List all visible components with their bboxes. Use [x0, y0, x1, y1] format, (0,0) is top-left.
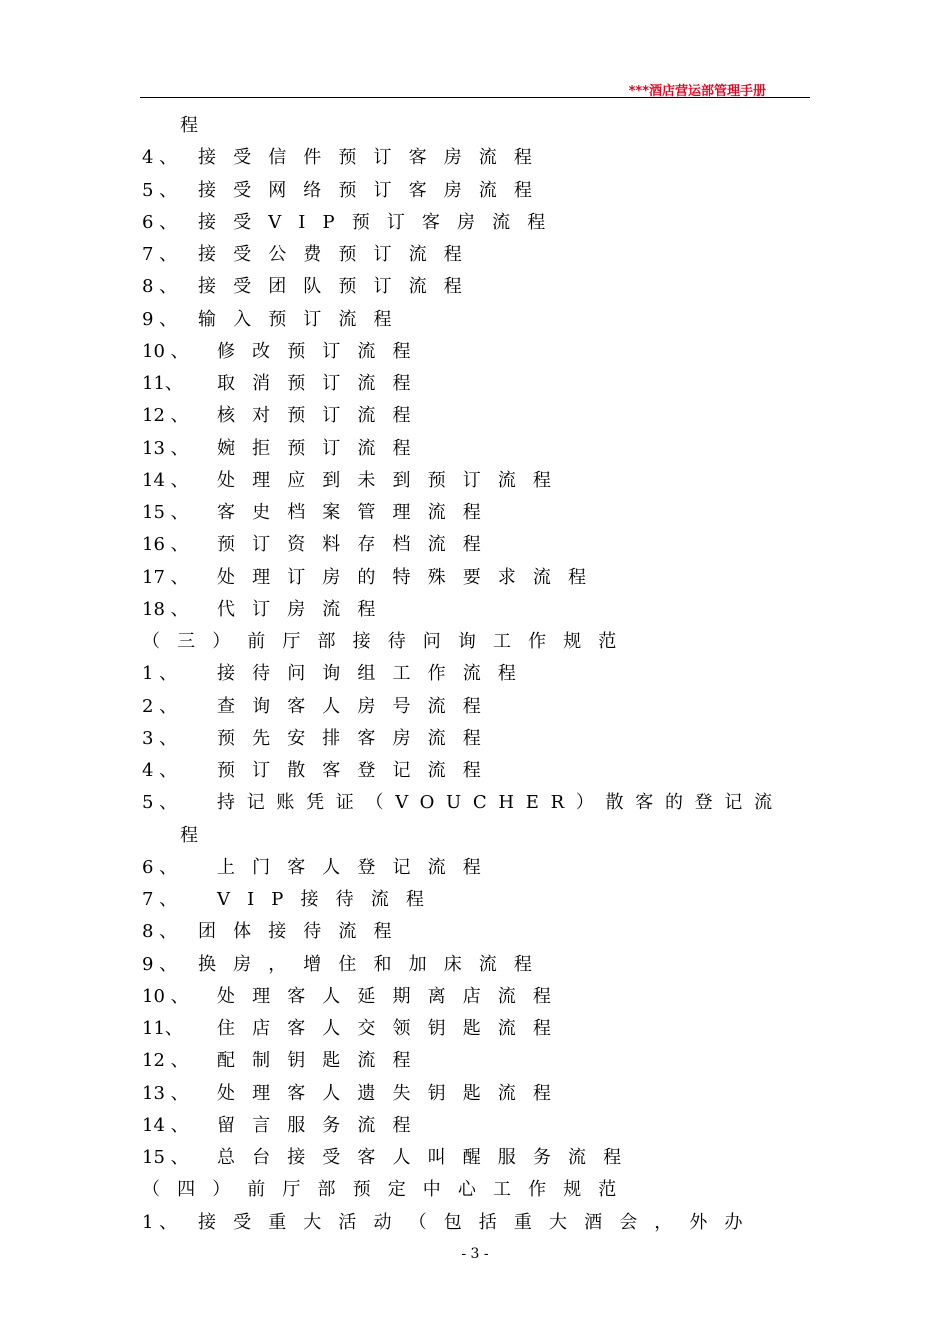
toc-line	[142, 500, 498, 526]
item-number: 9 、	[142, 953, 178, 975]
item-text: 换房，增住和加床流程	[198, 953, 549, 975]
item-number: 13 、	[142, 437, 189, 459]
toc-line	[142, 597, 393, 623]
item-number: 9 、	[142, 308, 178, 330]
toc-line	[142, 1048, 428, 1074]
item-text: 团体接待流程	[198, 921, 409, 943]
page-number: - 3 -	[461, 1246, 489, 1262]
toc-line	[142, 661, 533, 687]
toc-line	[142, 758, 498, 784]
toc-line	[142, 242, 479, 268]
toc-line	[142, 468, 568, 494]
item-text: 处理客人遗失钥匙流程	[217, 1082, 568, 1104]
toc-line	[142, 984, 568, 1010]
item-number: 12 、	[142, 405, 189, 427]
item-number: 5 、	[142, 179, 178, 201]
item-text: 代订房流程	[217, 598, 393, 620]
toc-line	[142, 436, 428, 462]
item-number: 6 、	[142, 856, 178, 878]
item-number: 14 、	[142, 1114, 189, 1136]
item-number: 15 、	[142, 1147, 189, 1168]
item-number: 11、	[142, 373, 183, 394]
toc-line	[142, 210, 562, 236]
item-number: 13 、	[142, 1082, 189, 1104]
toc-line	[142, 145, 549, 171]
item-number: 5 、	[142, 792, 178, 814]
item-text: 取消预订流程	[217, 373, 428, 394]
toc-line	[142, 1016, 568, 1042]
item-number: 1 、	[142, 1211, 178, 1233]
item-text: 处理应到未到预订流程	[217, 469, 568, 491]
toc-line-continuation	[180, 823, 215, 849]
item-number: 4 、	[142, 760, 178, 781]
toc-line	[142, 339, 428, 365]
toc-line	[142, 1081, 568, 1107]
item-text: 配制钥匙流程	[217, 1050, 428, 1072]
item-text: 住店客人交领钥匙流程	[217, 1018, 568, 1039]
toc-line	[142, 694, 498, 720]
item-text: 接待问询组工作流程	[217, 663, 533, 685]
toc-line	[142, 1210, 760, 1236]
toc-line	[142, 887, 441, 913]
item-text: 接受团队预订流程	[198, 276, 479, 298]
item-text: 程	[180, 824, 216, 846]
item-text: 处理客人延期离店流程	[217, 985, 568, 1007]
item-number: 12 、	[142, 1050, 189, 1072]
item-number: 7 、	[142, 889, 178, 910]
toc-line	[142, 371, 428, 397]
item-number: 10 、	[142, 985, 189, 1007]
item-number: 10 、	[142, 340, 189, 362]
item-text: 婉拒预订流程	[217, 437, 428, 459]
item-text: （四）前厅部预定中心工作规范	[142, 1179, 634, 1201]
header-title: ***酒店营运部管理手册	[628, 84, 766, 99]
toc-line	[142, 726, 498, 752]
toc-line	[142, 307, 409, 333]
item-text: VIP接待流程	[217, 889, 441, 910]
toc-line	[142, 1113, 428, 1139]
item-text: 客史档案管理流程	[217, 502, 498, 523]
toc-line	[142, 952, 549, 978]
item-text: 接受重大活动（包括重大酒会，外办	[198, 1211, 760, 1233]
header-rule	[140, 97, 810, 98]
item-text: 持记账凭证（VOUCHER）散客的登记流	[217, 792, 784, 814]
item-text: 接受公费预订流程	[198, 244, 479, 265]
item-number: 8 、	[142, 921, 178, 943]
item-text: 修改预订流程	[217, 340, 428, 362]
item-number: 1 、	[142, 663, 178, 685]
item-text: 程	[180, 115, 216, 136]
toc-line	[142, 274, 479, 300]
item-number: 2 、	[142, 695, 178, 717]
item-number: 14 、	[142, 469, 189, 491]
item-text: 接受网络预订客房流程	[198, 179, 549, 201]
toc-line	[142, 403, 428, 429]
item-number: 18 、	[142, 598, 189, 620]
item-number: 6 、	[142, 211, 178, 233]
item-number: 8 、	[142, 276, 178, 298]
toc-line	[142, 919, 409, 945]
item-number: 17 、	[142, 566, 189, 588]
toc-line	[142, 790, 784, 816]
toc-line	[142, 178, 549, 204]
item-text: 处理订房的特殊要求流程	[217, 566, 604, 588]
item-text: 留言服务流程	[217, 1114, 428, 1136]
item-text: 接受信件预订客房流程	[198, 147, 549, 169]
item-text: 查询客人房号流程	[217, 695, 498, 717]
toc-line	[142, 1145, 638, 1171]
toc-line	[142, 565, 603, 591]
item-number: 7 、	[142, 244, 178, 265]
item-text: 预订散客登记流程	[217, 760, 498, 781]
toc-line	[142, 855, 498, 881]
item-text: 核对预订流程	[217, 405, 428, 427]
item-text: 上门客人登记流程	[217, 856, 498, 878]
item-text: 预订资料存档流程	[217, 534, 498, 556]
item-number: 16 、	[142, 534, 189, 556]
item-text: 总台接受客人叫醒服务流程	[217, 1147, 639, 1168]
toc-line-continuation	[142, 1177, 633, 1203]
item-number: 15 、	[142, 502, 189, 523]
item-text: 接受VIP预订客房流程	[198, 211, 563, 233]
toc-line-continuation	[180, 113, 215, 139]
item-text: 输入预订流程	[198, 308, 409, 330]
toc-line-continuation	[142, 629, 633, 655]
item-number: 4 、	[142, 147, 178, 169]
item-text: （三）前厅部接待问询工作规范	[142, 631, 634, 652]
item-number: 11、	[142, 1018, 183, 1039]
item-text: 预先安排客房流程	[217, 727, 498, 749]
toc-line	[142, 532, 498, 558]
item-number: 3 、	[142, 727, 178, 749]
